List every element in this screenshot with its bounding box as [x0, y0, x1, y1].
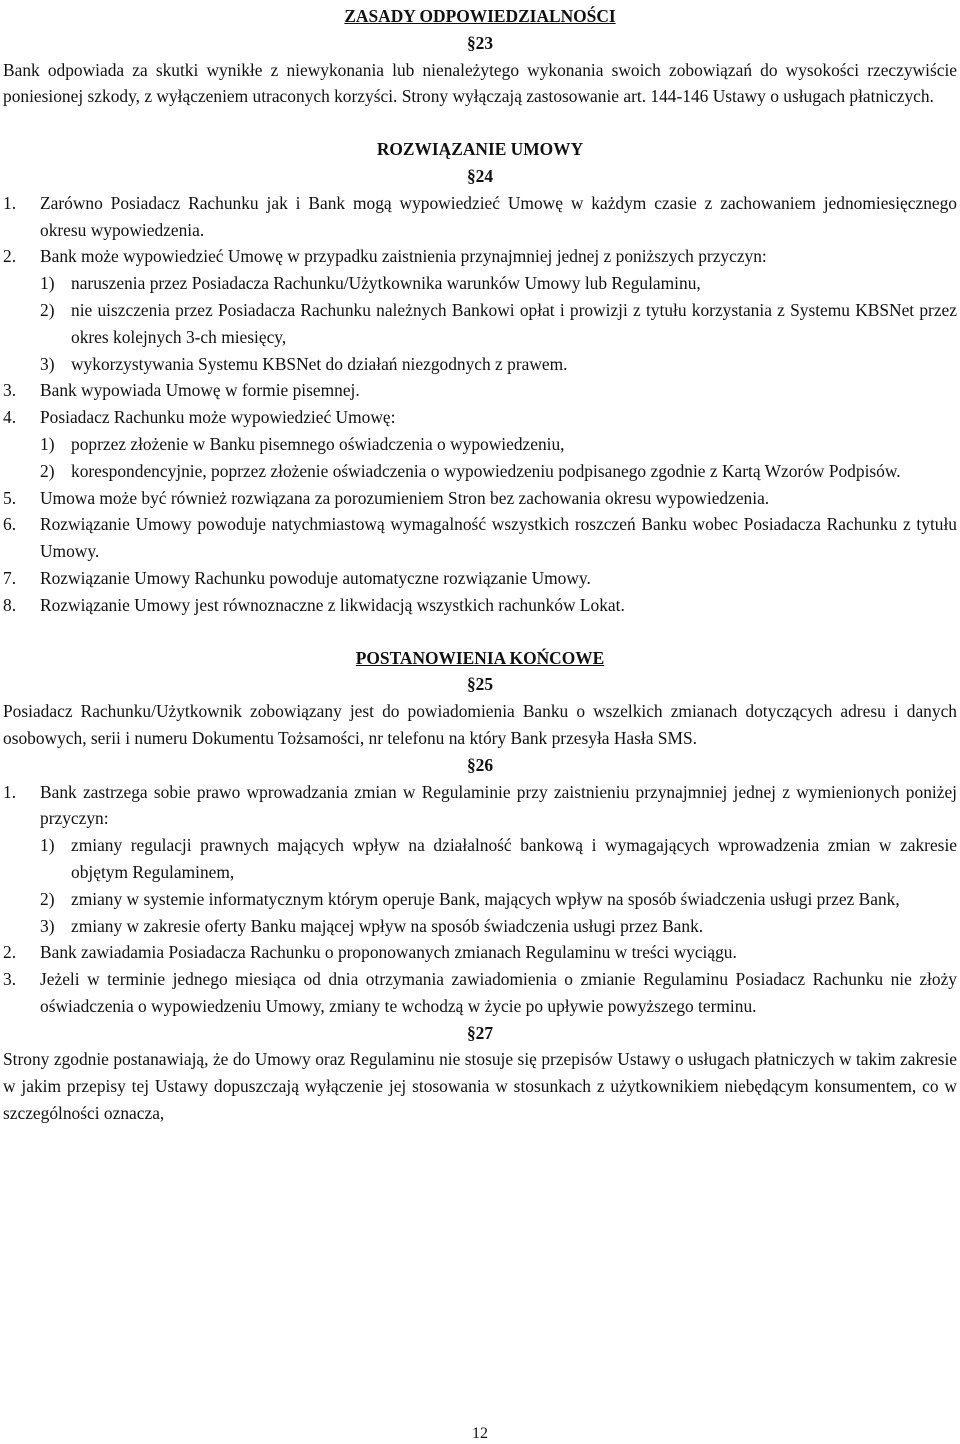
- sub-list-item: [40, 431, 957, 458]
- item-text: zmiany w zakresie oferty Banku mającej wpływ na sposób świadczenia usługi przez Bank.: [71, 915, 704, 936]
- sub-list-item: [40, 832, 957, 886]
- item-number: 1.: [3, 781, 17, 802]
- item-text: Zarówno Posiadacz Rachunku jak i Bank mogą wypowiedzieć Umowę w każdym czasie z zachowaniem jednomiesięcznego okresu wypowiedzenia.: [40, 192, 957, 240]
- item-number: 7.: [3, 567, 17, 588]
- section-26-number: 26: [475, 754, 494, 775]
- list-item: [3, 779, 957, 833]
- list-item: [3, 404, 957, 431]
- section-25-title: §25: [466, 674, 494, 695]
- heading-rozwiazanie-umowy: ROZWIĄZANIE UMOWY: [376, 139, 584, 160]
- sub-list-item: [40, 886, 957, 913]
- item-text: Bank zawiadamia Posiadacza Rachunku o proponowanych zmianach Regulaminu w treści wyciągu.: [40, 942, 737, 963]
- item-number: 2): [40, 299, 55, 320]
- item-text: korespondencyjnie, poprzez złożenie oświadczenia o wypowiedzeniu podpisanego zgodnie z Kartą Wzorów Podpisów.: [71, 460, 901, 481]
- spacer: [3, 619, 957, 645]
- section-26-title: §26: [466, 754, 494, 775]
- item-number: 3): [40, 353, 55, 374]
- section-25-number: 25: [475, 674, 494, 695]
- section-27-number: 27: [475, 1022, 494, 1043]
- list-item: [3, 565, 957, 592]
- item-text: Jeżeli w terminie jednego miesiąca od dnia otrzymania zawiadomienia o zmianie Regulaminu Posiadacz Rachunku nie złoży oświadczenia o wypowiedzeniu Umowy, zmiany te wchodzą w życie po upływie powyższego terminu.: [40, 969, 957, 1016]
- section-27-title: §27: [466, 1022, 494, 1043]
- item-text: Posiadacz Rachunku może wypowiedzieć Umowę:: [40, 407, 396, 428]
- item-number: 8.: [3, 594, 17, 615]
- sub-list-item: [40, 458, 957, 485]
- item-number: 3): [40, 915, 55, 936]
- section-24-number: 24: [475, 165, 494, 186]
- document-body: [3, 3, 957, 1127]
- item-number: 1.: [3, 192, 17, 213]
- section-23-title: §23: [466, 32, 494, 53]
- item-number: 1): [40, 835, 55, 856]
- page-number: 12: [472, 1425, 488, 1442]
- item-number: 2): [40, 888, 55, 909]
- sub-list-item: [40, 270, 957, 297]
- item-text: Bank wypowiada Umowę w formie pisemnej.: [40, 380, 360, 401]
- section-25-text: Posiadacz Rachunku/Użytkownik zobowiązany jest do powiadomienia Banku o wszelkich zmianach dotyczących adresu i danych osobowych, serii i numeru Dokumentu Tożsamości, nr telefonu na który Bank przesyła Hasła SMS.: [3, 701, 957, 748]
- item-number: 2.: [3, 942, 17, 963]
- item-number: 1): [40, 433, 55, 454]
- item-number: 5.: [3, 487, 17, 508]
- item-text: wykorzystywania Systemu KBSNet do działań niezgodnych z prawem.: [71, 353, 568, 374]
- list-item: [3, 190, 957, 244]
- list-item: [3, 511, 957, 565]
- section-23-number: 23: [475, 32, 494, 53]
- list-item: [3, 592, 957, 619]
- list-item: [3, 243, 957, 270]
- item-text: Bank zastrzega sobie prawo wprowadzania zmian w Regulaminie przy zaistnieniu przynajmniej jednej z wymienionych poniżej przyczyn:: [40, 781, 957, 829]
- item-text: zmiany regulacji prawnych mających wpływ na działalność bankową i wymagających wprowadzenia zmian w zakresie objętym Regulaminem,: [71, 835, 957, 882]
- item-number: 4.: [3, 407, 17, 428]
- item-number: 3.: [3, 380, 17, 401]
- heading-zasady-odpowiedzialnosci: ZASADY ODPOWIEDZIALNOŚCI: [344, 6, 616, 26]
- sub-list-item: [40, 297, 957, 351]
- item-text: Rozwiązanie Umowy Rachunku powoduje automatyczne rozwiązanie Umowy.: [40, 567, 591, 588]
- sub-list-item: [40, 913, 957, 940]
- item-text: Rozwiązanie Umowy powoduje natychmiastową wymagalność wszystkich roszczeń Banku wobec Posiadacza Rachunku z tytułu Umowy.: [40, 514, 957, 562]
- section-23-text: Bank odpowiada za skutki wynikłe z niewykonania lub nienależytego wykonania swoich zobowiązań do wysokości rzeczywiście poniesionej szkody, z wyłączeniem utraconych korzyści. Strony wyłączają zastosowanie art. 144-146 Ustawy o usługach płatniczych.: [3, 59, 957, 107]
- list-item: [3, 485, 957, 512]
- item-text: poprzez złożenie w Banku pisemnego oświadczenia o wypowiedzeniu,: [71, 433, 565, 454]
- item-number: 2.: [3, 246, 17, 267]
- list-item: [3, 377, 957, 404]
- list-item: [3, 966, 957, 1020]
- item-text: Rozwiązanie Umowy jest równoznaczne z likwidacją wszystkich rachunków Lokat.: [40, 594, 625, 615]
- item-text: nie uiszczenia przez Posiadacza Rachunku należnych Bankowi opłat i prowizji z tytułu korzystania z Systemu KBSNet przez okres kolejnych 3-ch miesięcy,: [71, 299, 957, 347]
- list-item: [3, 939, 957, 966]
- item-number: 1): [40, 273, 55, 294]
- section-24-title: §24: [466, 165, 494, 186]
- item-text: zmiany w systemie informatycznym którym operuje Bank, mających wpływ na sposób świadczenia usługi przez Bank,: [71, 888, 900, 909]
- item-number: 6.: [3, 514, 17, 535]
- section-27-text: Strony zgodnie postanawiają, że do Umowy oraz Regulaminu nie stosuje się przepisów Ustawy o usługach płatniczych w takim zakresie w jakim przepisy tej Ustawy dopuszczają wyłączenie jej stosowania w stosunkach z użytkownikiem niebędącym konsumentem, co w szczególności oznacza,: [3, 1049, 957, 1124]
- item-number: 3.: [3, 969, 17, 990]
- item-text: naruszenia przez Posiadacza Rachunku/Użytkownika warunków Umowy lub Regulaminu,: [71, 273, 701, 294]
- item-text: Bank może wypowiedzieć Umowę w przypadku zaistnienia przynajmniej jednej z poniższych przyczyn:: [40, 246, 767, 267]
- sub-list-item: [40, 351, 957, 378]
- item-number: 2): [40, 460, 55, 481]
- item-text: Umowa może być również rozwiązana za porozumieniem Stron bez zachowania okresu wypowiedzenia.: [40, 487, 770, 508]
- heading-postanowienia-koncowe: POSTANOWIENIA KOŃCOWE: [355, 647, 605, 668]
- spacer: [3, 110, 957, 136]
